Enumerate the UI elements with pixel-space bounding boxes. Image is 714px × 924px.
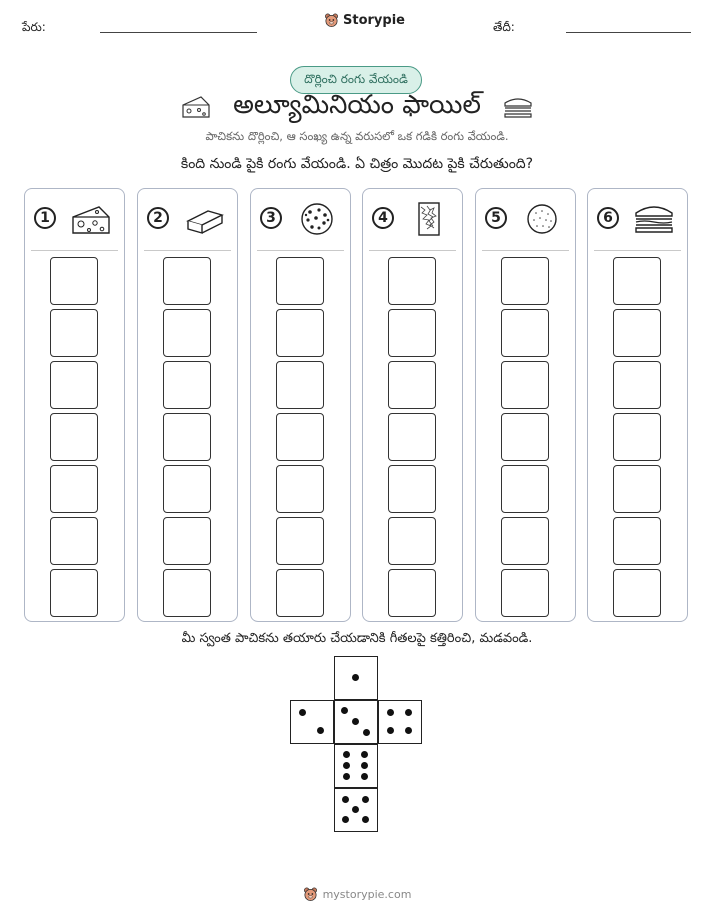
foil-sheet-icon bbox=[407, 201, 451, 237]
name-line[interactable] bbox=[100, 32, 257, 33]
footer-link[interactable]: mystorypie.com bbox=[322, 887, 412, 901]
column-number: 3 bbox=[260, 207, 282, 229]
column-2 bbox=[137, 188, 238, 622]
color-box[interactable] bbox=[276, 361, 324, 409]
die-face-1 bbox=[334, 656, 378, 700]
column-4 bbox=[362, 188, 463, 622]
cheese-icon bbox=[69, 201, 113, 237]
color-box[interactable] bbox=[388, 413, 436, 461]
color-box[interactable] bbox=[163, 257, 211, 305]
color-box[interactable] bbox=[388, 309, 436, 357]
pip bbox=[405, 709, 412, 716]
color-box[interactable] bbox=[388, 517, 436, 565]
pip bbox=[342, 816, 349, 823]
pip bbox=[341, 707, 348, 714]
die-face-5 bbox=[334, 788, 378, 832]
die-face-2 bbox=[290, 700, 334, 744]
color-box[interactable] bbox=[388, 257, 436, 305]
color-box[interactable] bbox=[613, 517, 661, 565]
color-box[interactable] bbox=[613, 413, 661, 461]
activity-tag: దొర్లించి రంగు వేయండి bbox=[290, 66, 422, 94]
column-divider bbox=[144, 250, 231, 251]
pip bbox=[352, 674, 359, 681]
color-box[interactable] bbox=[50, 413, 98, 461]
color-box[interactable] bbox=[501, 257, 549, 305]
color-box[interactable] bbox=[501, 413, 549, 461]
color-box[interactable] bbox=[50, 361, 98, 409]
pip bbox=[361, 762, 368, 769]
column-number: 2 bbox=[147, 207, 169, 229]
date-line[interactable] bbox=[566, 32, 691, 33]
color-box[interactable] bbox=[276, 465, 324, 513]
pip bbox=[361, 773, 368, 780]
pip bbox=[352, 718, 359, 725]
pip bbox=[343, 751, 350, 758]
column-6 bbox=[587, 188, 688, 622]
pip bbox=[352, 806, 359, 813]
pip bbox=[361, 751, 368, 758]
color-box[interactable] bbox=[276, 257, 324, 305]
die-face-3 bbox=[334, 700, 378, 744]
color-box[interactable] bbox=[501, 569, 549, 617]
color-box[interactable] bbox=[613, 361, 661, 409]
color-box[interactable] bbox=[163, 517, 211, 565]
column-header bbox=[251, 189, 350, 251]
color-box[interactable] bbox=[50, 569, 98, 617]
column-header bbox=[476, 189, 575, 251]
column-divider bbox=[482, 250, 569, 251]
pip bbox=[387, 727, 394, 734]
pip bbox=[342, 796, 349, 803]
sandwich-icon bbox=[502, 95, 534, 119]
color-box[interactable] bbox=[613, 309, 661, 357]
column-header bbox=[25, 189, 124, 251]
butter-icon bbox=[182, 201, 226, 237]
color-box[interactable] bbox=[501, 517, 549, 565]
die-face-6 bbox=[334, 744, 378, 788]
bear-icon bbox=[303, 886, 318, 902]
pip bbox=[299, 709, 306, 716]
color-box[interactable] bbox=[163, 361, 211, 409]
color-box[interactable] bbox=[276, 413, 324, 461]
sandwich-icon bbox=[632, 201, 676, 237]
pip bbox=[362, 816, 369, 823]
pip bbox=[363, 729, 370, 736]
color-box[interactable] bbox=[501, 465, 549, 513]
color-box[interactable] bbox=[50, 309, 98, 357]
color-box[interactable] bbox=[501, 309, 549, 357]
subtitle: పాచికను దొర్లించి, ఆ సంఖ్య ఉన్న వరుసలో ఒక గడికి రంగు వేయండి. bbox=[205, 129, 509, 143]
name-label: పేరు: bbox=[22, 20, 46, 34]
column-number: 4 bbox=[372, 207, 394, 229]
dice-net bbox=[290, 656, 426, 836]
color-box[interactable] bbox=[50, 257, 98, 305]
column-header bbox=[588, 189, 687, 251]
page-title: అల్యూమినియం ఫాయిల్ bbox=[233, 90, 481, 120]
question-text: కింది నుండి పైకి రంగు వేయండి. ఏ చిత్రం మొదట పైకి చేరుతుంది? bbox=[180, 156, 534, 172]
pip bbox=[362, 796, 369, 803]
column-number: 1 bbox=[34, 207, 56, 229]
bear-icon bbox=[324, 12, 339, 28]
color-box[interactable] bbox=[163, 569, 211, 617]
pip bbox=[343, 773, 350, 780]
column-divider bbox=[369, 250, 456, 251]
cookie-icon bbox=[295, 201, 339, 237]
column-5 bbox=[475, 188, 576, 622]
column-header bbox=[363, 189, 462, 251]
color-box[interactable] bbox=[163, 465, 211, 513]
instruction-text: మీ స్వంత పాచికను తయారు చేయడానికి గీతలపై కత్తిరించి, మడవండి. bbox=[181, 631, 533, 646]
date-label: తేదీ: bbox=[493, 20, 515, 34]
pip bbox=[387, 709, 394, 716]
pip bbox=[317, 727, 324, 734]
column-header bbox=[138, 189, 237, 251]
column-divider bbox=[594, 250, 681, 251]
brand-logo bbox=[324, 12, 405, 28]
color-box[interactable] bbox=[613, 569, 661, 617]
color-box[interactable] bbox=[276, 517, 324, 565]
color-box[interactable] bbox=[501, 361, 549, 409]
pip bbox=[343, 762, 350, 769]
die-face-4 bbox=[378, 700, 422, 744]
color-box[interactable] bbox=[276, 309, 324, 357]
color-box[interactable] bbox=[276, 569, 324, 617]
color-box[interactable] bbox=[50, 465, 98, 513]
color-box[interactable] bbox=[613, 257, 661, 305]
footer bbox=[0, 886, 714, 902]
column-divider bbox=[257, 250, 344, 251]
column-divider bbox=[31, 250, 118, 251]
column-number: 5 bbox=[485, 207, 507, 229]
color-box[interactable] bbox=[388, 569, 436, 617]
column-number: 6 bbox=[597, 207, 619, 229]
color-box[interactable] bbox=[613, 465, 661, 513]
color-box[interactable] bbox=[388, 465, 436, 513]
color-box[interactable] bbox=[163, 309, 211, 357]
column-3 bbox=[250, 188, 351, 622]
pip bbox=[405, 727, 412, 734]
color-box[interactable] bbox=[163, 413, 211, 461]
column-1 bbox=[24, 188, 125, 622]
color-box[interactable] bbox=[50, 517, 98, 565]
brand-name: Storypie bbox=[343, 12, 405, 28]
cracker-icon bbox=[520, 201, 564, 237]
color-box[interactable] bbox=[388, 361, 436, 409]
